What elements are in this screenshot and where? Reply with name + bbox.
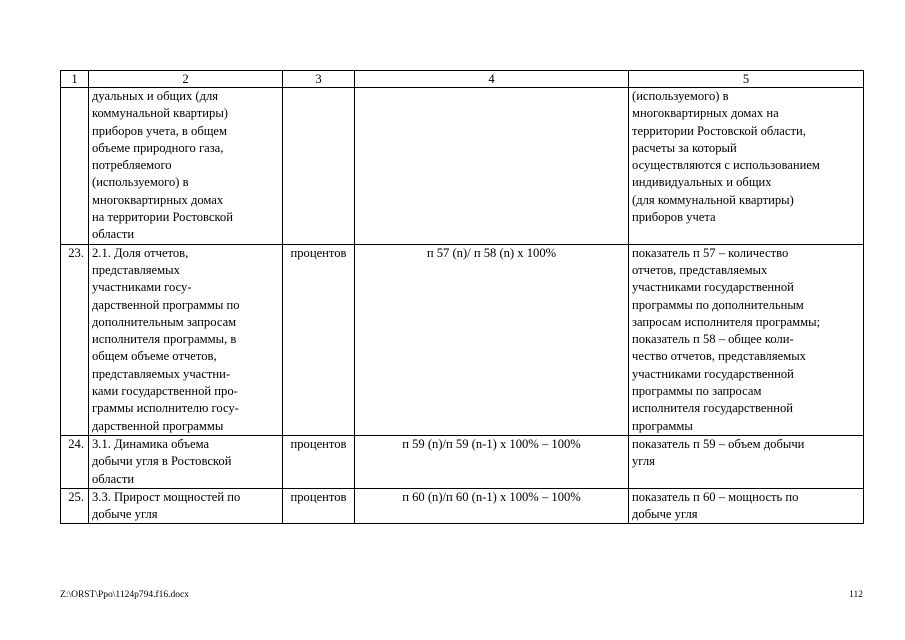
column-header-5: 5: [629, 71, 864, 88]
calculation-formula: п 57 (n)/ п 58 (n) x 100%: [355, 244, 629, 435]
calculation-formula: п 60 (n)/п 60 (n-1) x 100% – 100%: [355, 488, 629, 524]
unit-of-measure: процентов: [283, 244, 355, 435]
unit-of-measure: процентов: [283, 488, 355, 524]
page-number: 112: [849, 590, 863, 600]
indicator-name: 3.3. Прирост мощностей по добыче угля: [89, 488, 283, 524]
unit-of-measure: [283, 88, 355, 245]
table-header-row: [61, 71, 864, 88]
row-number: 25.: [61, 488, 89, 524]
indicators-table: [60, 70, 864, 524]
table-row: [61, 244, 864, 435]
file-path: Z:\ORST\Ppo\1124p794.f16.docx: [60, 590, 189, 600]
column-header-4: 4: [355, 71, 629, 88]
unit-of-measure: процентов: [283, 435, 355, 488]
table-row: [61, 88, 864, 245]
indicator-note: показатель п 60 – мощность по добыче угля: [629, 488, 864, 524]
calculation-formula: [355, 88, 629, 245]
column-header-3: 3: [283, 71, 355, 88]
row-number: 24.: [61, 435, 89, 488]
row-number: [61, 88, 89, 245]
indicator-name: дуальных и общих (для коммунальной квартиры) приборов учета, в общем объеме природного газа, потребляемого (используемого) в многоквартирных домах на территории Ростовской области: [89, 88, 283, 245]
row-number: 23.: [61, 244, 89, 435]
indicator-note: показатель п 59 – объем добычи угля: [629, 435, 864, 488]
column-header-1: 1: [61, 71, 89, 88]
indicator-name: 2.1. Доля отчетов, представляемых участниками госу- дарственной программы по дополнительным запросам исполнителя программы, в общем объеме отчетов, представляемых участни- ками государственной про- граммы исполнителю госу- дарственной программы: [89, 244, 283, 435]
calculation-formula: п 59 (n)/п 59 (n-1) x 100% – 100%: [355, 435, 629, 488]
indicator-name: 3.1. Динамика объема добычи угля в Ростовской области: [89, 435, 283, 488]
column-header-2: 2: [89, 71, 283, 88]
table-row: [61, 488, 864, 524]
indicator-note: показатель п 57 – количество отчетов, представляемых участниками государственной программы по дополнительным запросам исполнителя программы; показатель п 58 – общее коли- чество отчетов, представляемых участниками государственной программы по запросам исполнителя государственной программы: [629, 244, 864, 435]
table-row: [61, 435, 864, 488]
indicator-note: (используемого) в многоквартирных домах на территории Ростовской области, расчеты за который осуществляются с использованием индивидуальных и общих (для коммунальной квартиры) приборов учета: [629, 88, 864, 245]
